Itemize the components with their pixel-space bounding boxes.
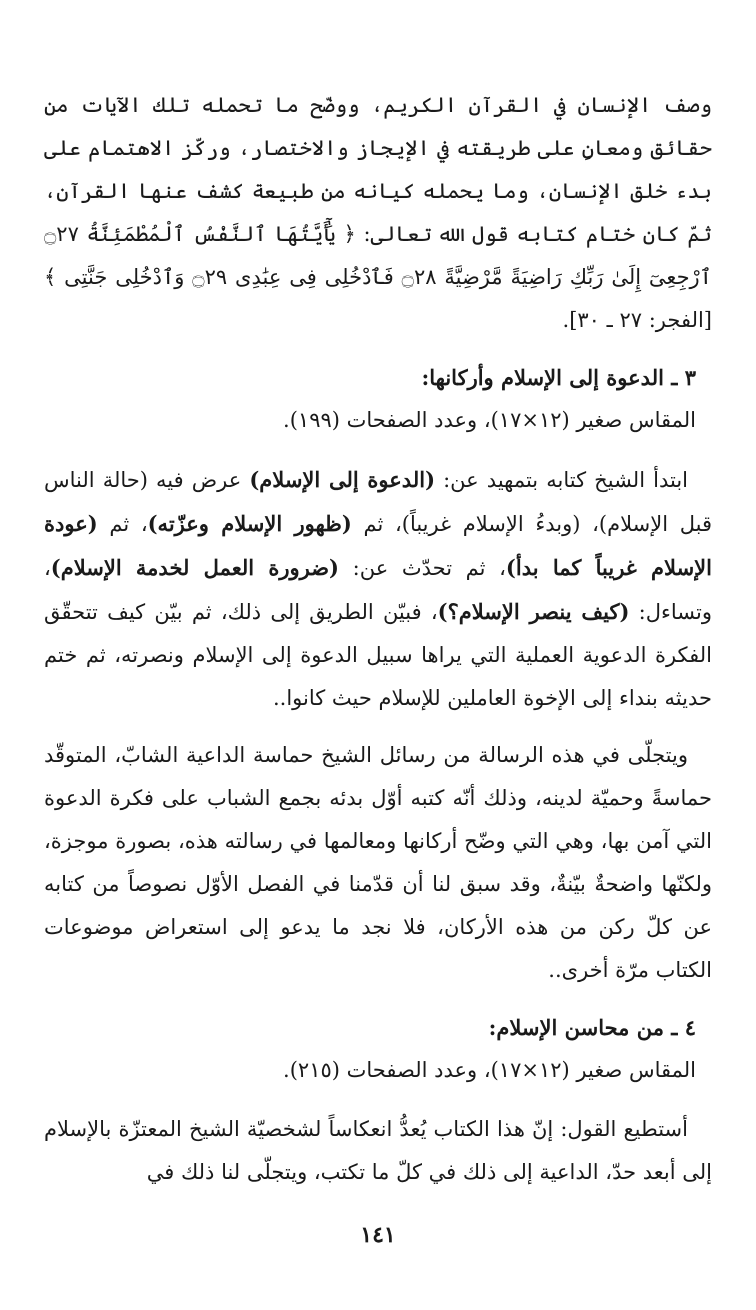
paragraph-book-reflection: أستطيع القول: إنّ هذا الكتاب يُعدُّ انعكاساً لشخصيّة الشيخ المعتزّة بالإسلام إلى أبعد حدّ، الداعية إلى ذلك في كلّ ما تكتب، ويتجلّى لنا ذلك في <box>44 1117 712 1184</box>
book-size-info-3: المقاس صغير (١٢×١٧)، وعدد الصفحات (١٩٩). <box>283 408 696 432</box>
book-size-info-4: المقاس صغير (١٢×١٧)، وعدد الصفحات (٢١٥). <box>283 1058 696 1082</box>
page-number: ١٤١ <box>360 1222 396 1248</box>
section-heading-3: ٣ ـ الدعوة إلى الإسلام وأركانها: <box>421 365 696 390</box>
paragraph-book-summary: ابتدأ الشيخ كتابه بتمهيد عن: (الدعوة إلى الإسلام) عرض فيه (حالة الناس قبل الإسلام)، (وبدءُ الإسلام غريباً)، ثم (ظهور الإسلام وعزّته)، ثم (عودة الإسلام غريباً كما بدأ)، ثم تحدّث عن: (ضرورة العمل لخدمة الإسلام)، وتساءل: (كيف ينصر الإسلام؟)، فبيّن الطريق إلى ذلك، ثم بيّن كيف تتحقّق الفكرة الدعوية العملية التي يراها سبيل الدعوة إلى الإسلام ونصرته، ثم ختم حديثه بنداء إلى الإخوة العاملين للإسلام حيث كانوا.. <box>44 467 712 710</box>
page-body <box>44 84 712 1208</box>
paragraph-sheikh-enthusiasm: ويتجلّى في هذه الرسالة من رسائل الشيخ حماسة الداعية الشابّ، المتوقّد حماسةً وحميّة لدينه، وذلك أنّه كتبه أوّل بدئه بجمع الشباب على فكرة الدعوة التي آمن بها، وهي التي وضّح أركانها ومعالمها في رسالته هذه، بصورة موجزة، ولكنّها واضحةٌ بيّنةٌ، وقد سبق لنا أن قدّمنا في الفصل الأوّل نصوصاً من كتابه عن كلّ ركن من هذه الأركان، فلا نجد ما يدعو إلى استعراض موضوعات الكتاب مرّة أخرى.. <box>44 743 712 982</box>
section-heading-4: ٤ ـ من محاسن الإسلام: <box>488 1015 696 1040</box>
paragraph-quran-verse: وصف الإنسان في القرآن الكريم، ووضّح ما تحمله تلك الآيات من حقائق ومعانٍ على طريقته في الإيجاز والاختصار، وركّز الاهتمام على بدء خلق الإنسان، وما يحمله كيانه من طبيعة كشف عنها القرآن، ثمّ كان ختام كتابه قول الله تعالى: ﴿ يَٰٓأَيَّتُهَا ٱلنَّفْسُ ٱلْمُطْمَئِنَّةُ ۝٢٧ ٱرْجِعِىٓ إِلَىٰ رَبِّكِ رَاضِيَةً مَّرْضِيَّةً ۝٢٨ فَٱدْخُلِى فِى عِبَٰدِى ۝٢٩ وَٱدْخُلِى جَنَّتِى ﴾ [الفجر: ٢٧ ـ ٣٠]. <box>44 93 712 332</box>
